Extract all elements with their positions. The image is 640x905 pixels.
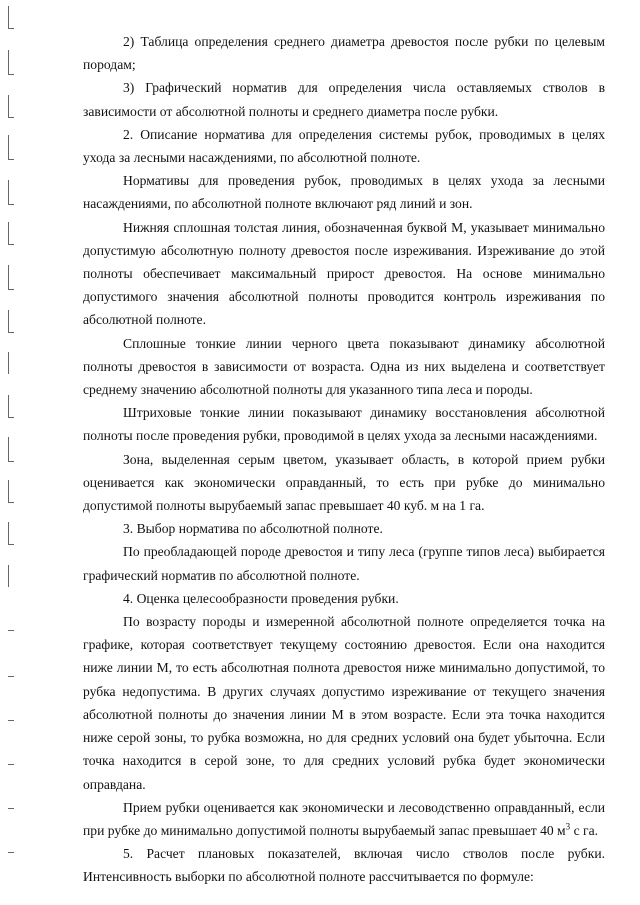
paragraph: 4. Оценка целесообразности проведения рубки. bbox=[123, 590, 399, 606]
paragraph: Штриховые тонкие линии показывают динамику восстановления абсолютной полноты после проведения рубки, проводимой в целях ухода за лесными насаждениями. bbox=[83, 405, 605, 444]
paragraph: 5. Расчет плановых показателей, включая число стволов после рубки. Интенсивность выборки по абсолютной полноте рассчитывается по формуле: bbox=[83, 846, 605, 885]
paragraph-text: с га. bbox=[570, 822, 599, 838]
paragraph: По преобладающей породе древостоя и типу леса (группе типов леса) выбирается графический норматив по абсолютной полноте. bbox=[83, 544, 605, 583]
paragraph: По возрасту породы и измеренной абсолютной полноте определяется точка на графике, которая соответствует текущему состоянию древостоя. Если она находится ниже линии М, то есть абсолютная полнота древостоя ниже минимально допустимой, то рубка недопустима. В других случаях допустимо изреживание от текущего значения абсолютной полноты до значения линии М в этом возрасте. Если эта точка находится ниже серой зоны, то рубка возможна, но для средних условий она будет убыточна. Если точка находится в серой зоне, то для средних условий рубка будет экономически оправдана. bbox=[83, 614, 605, 792]
document-body bbox=[83, 30, 605, 889]
paragraph-text: Прием рубки оценивается как экономически и лесоводственно оправданный, если при рубке до минимально допустимой полноты вырубаемый запас превышает 40 м bbox=[83, 799, 605, 838]
paragraph: 2. Описание норматива для определения системы рубок, проводимых в целях ухода за лесными насаждениями, по абсолютной полноте. bbox=[83, 126, 605, 166]
scan-margin-marks bbox=[0, 0, 20, 905]
paragraph: 3) Графический норматив для определения числа оставляемых стволов в зависимости от абсолютной полноты и среднего диаметра после рубки. bbox=[83, 80, 605, 119]
paragraph: 2) Таблица определения среднего диаметра древостоя после рубки по целевым породам; bbox=[83, 34, 605, 73]
superscript: 3 bbox=[565, 821, 571, 832]
paragraph-with-superscript bbox=[83, 796, 605, 842]
paragraph: Нижняя сплошная толстая линия, обозначенная буквой М, указывает минимально допустимую абсолютную полноту древостоя после изреживания. Изреживание до этой полноты обеспечивает максимальный прирост древостоя. На основе минимально допустимого значения абсолютной полноты проводится контроль изреживания по абсолютной полноте. bbox=[83, 219, 605, 328]
paragraph: Нормативы для проведения рубок, проводимых в целях ухода за лесными насаждениями, по абсолютной полноте включают ряд линий и зон. bbox=[83, 173, 605, 212]
paragraph: Сплошные тонкие линии черного цвета показывают динамику абсолютной полноты древостоя в зависимости от возраста. Одна из них выделена и соответствует среднему значению абсолютной полноты для указанного типа леса и породы. bbox=[83, 335, 605, 398]
paragraph: 3. Выбор норматива по абсолютной полноте. bbox=[123, 521, 383, 537]
paragraph: Зона, выделенная серым цветом, указывает область, в которой прием рубки оценивается как экономически оправданный, то есть при рубке до минимально допустимой полноты вырубаемый запас превышает 40 куб. м на 1 га. bbox=[83, 451, 605, 514]
